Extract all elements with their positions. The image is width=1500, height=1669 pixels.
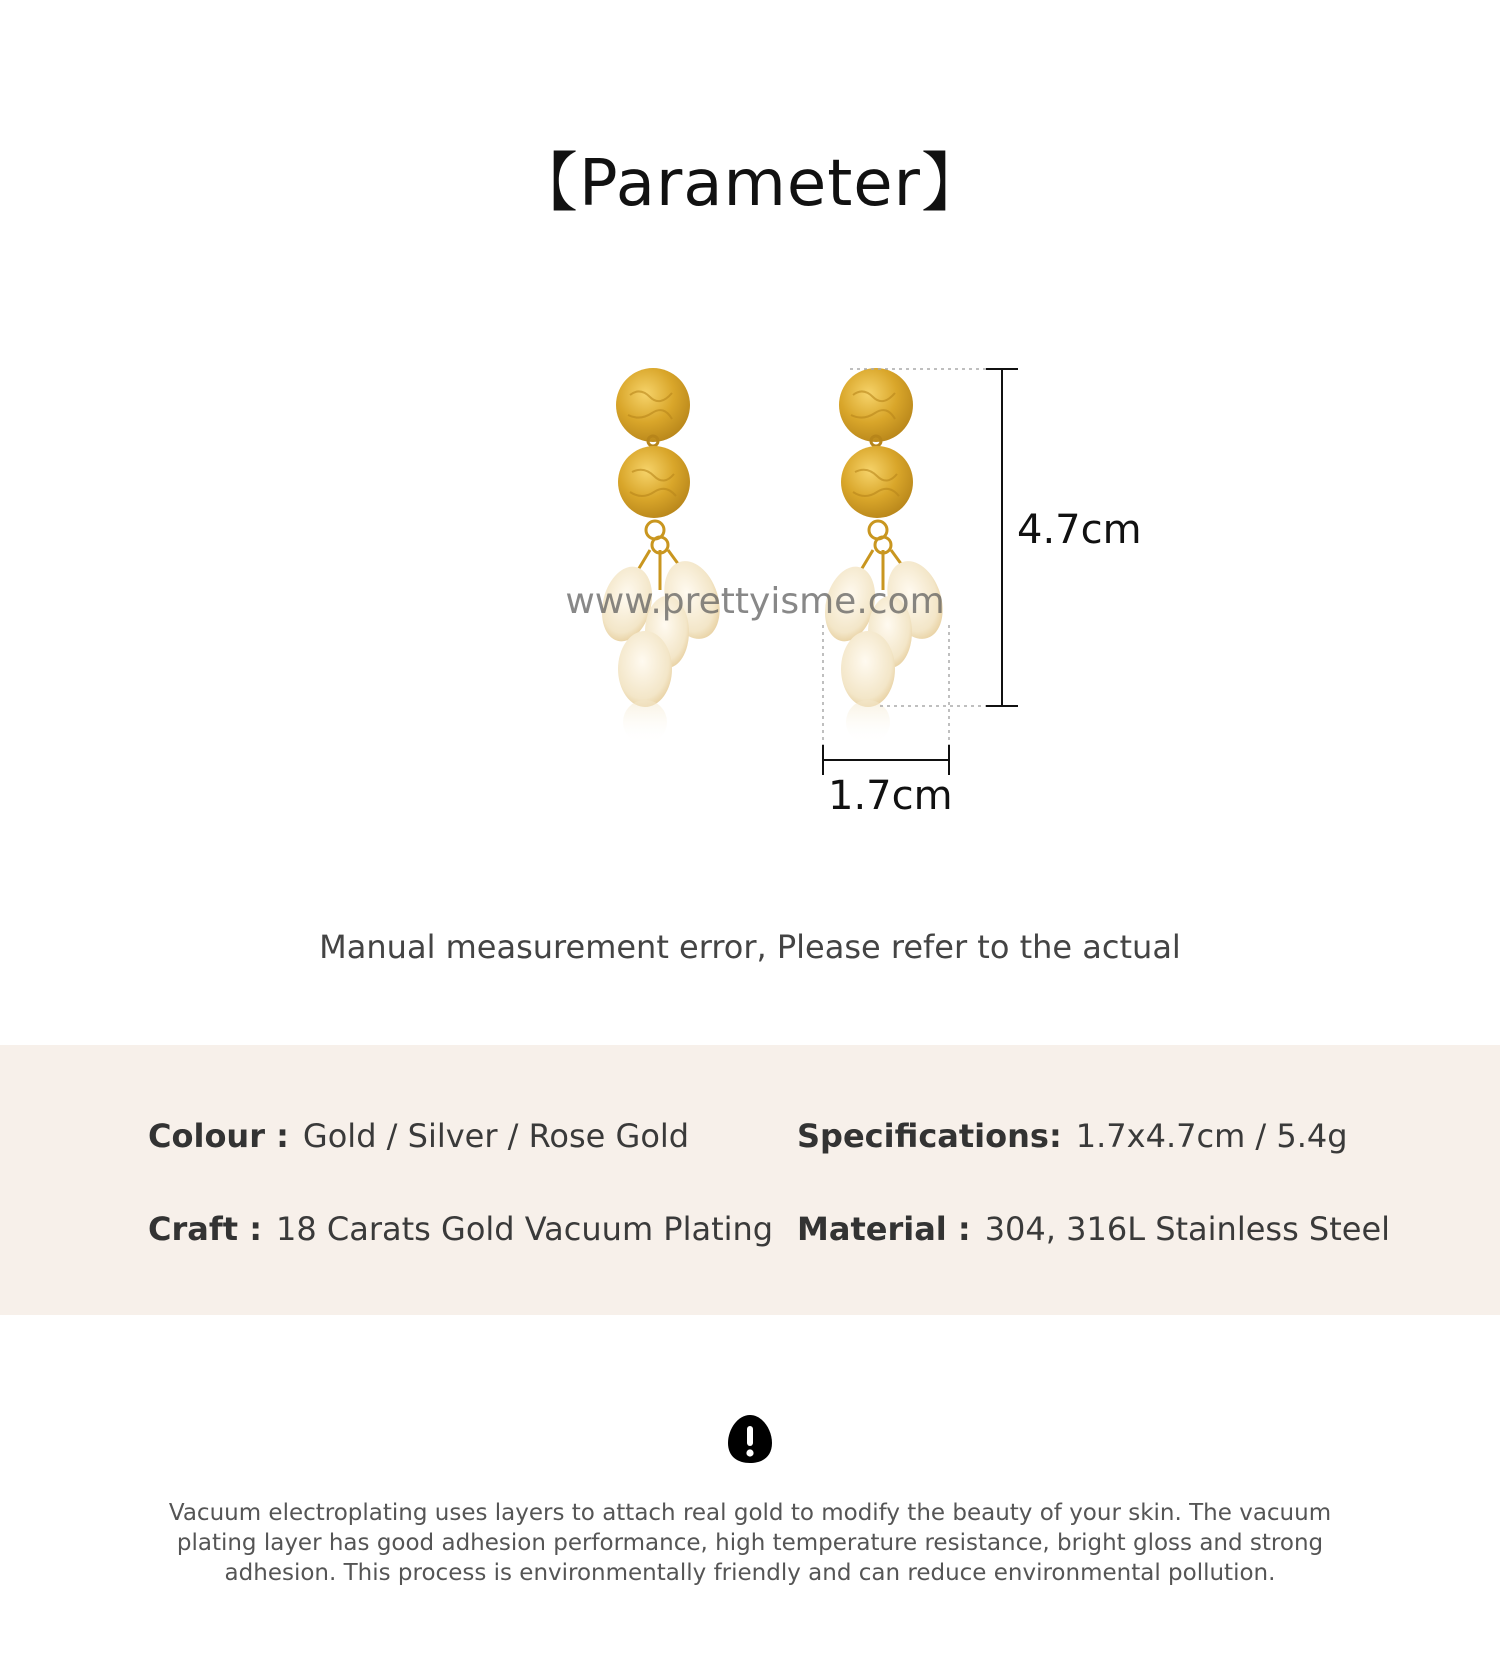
spec-specifications xyxy=(797,1117,1348,1155)
right-earring xyxy=(818,368,953,744)
spec-material xyxy=(797,1210,1390,1248)
watermark: www.prettyisme.com xyxy=(565,581,945,622)
spec-specifications-label: Specifications: xyxy=(797,1117,1062,1155)
left-earring xyxy=(595,368,730,744)
specs-panel xyxy=(0,1045,1500,1315)
spec-craft-value: 18 Carats Gold Vacuum Plating xyxy=(276,1210,774,1248)
spec-material-value: 304, 316L Stainless Steel xyxy=(984,1210,1391,1248)
spec-craft xyxy=(148,1210,773,1248)
spec-colour-label: Colour : xyxy=(148,1117,289,1155)
page-title: 【Parameter】 xyxy=(514,147,986,221)
spec-craft-label: Craft : xyxy=(148,1210,263,1248)
measurement-note: Manual measurement error, Please refer to the actual xyxy=(319,928,1181,966)
spec-colour xyxy=(148,1117,689,1155)
height-label: 4.7cm xyxy=(1017,507,1142,553)
width-label: 1.7cm xyxy=(828,773,953,819)
exclamation-icon xyxy=(726,1413,774,1469)
spec-specifications-value: 1.7x4.7cm / 5.4g xyxy=(1075,1117,1348,1155)
plating-description: Vacuum electroplating uses layers to attach real gold to modify the beauty of your skin. The vacuum plating layer has good adhesion performance, high temperature resistance, bright gloss and strong adhesion. This process is environmentally friendly and can reduce environmental pollution. xyxy=(168,1500,1332,1586)
spec-colour-value: Gold / Silver / Rose Gold xyxy=(302,1117,690,1155)
spec-material-label: Material : xyxy=(797,1210,971,1248)
